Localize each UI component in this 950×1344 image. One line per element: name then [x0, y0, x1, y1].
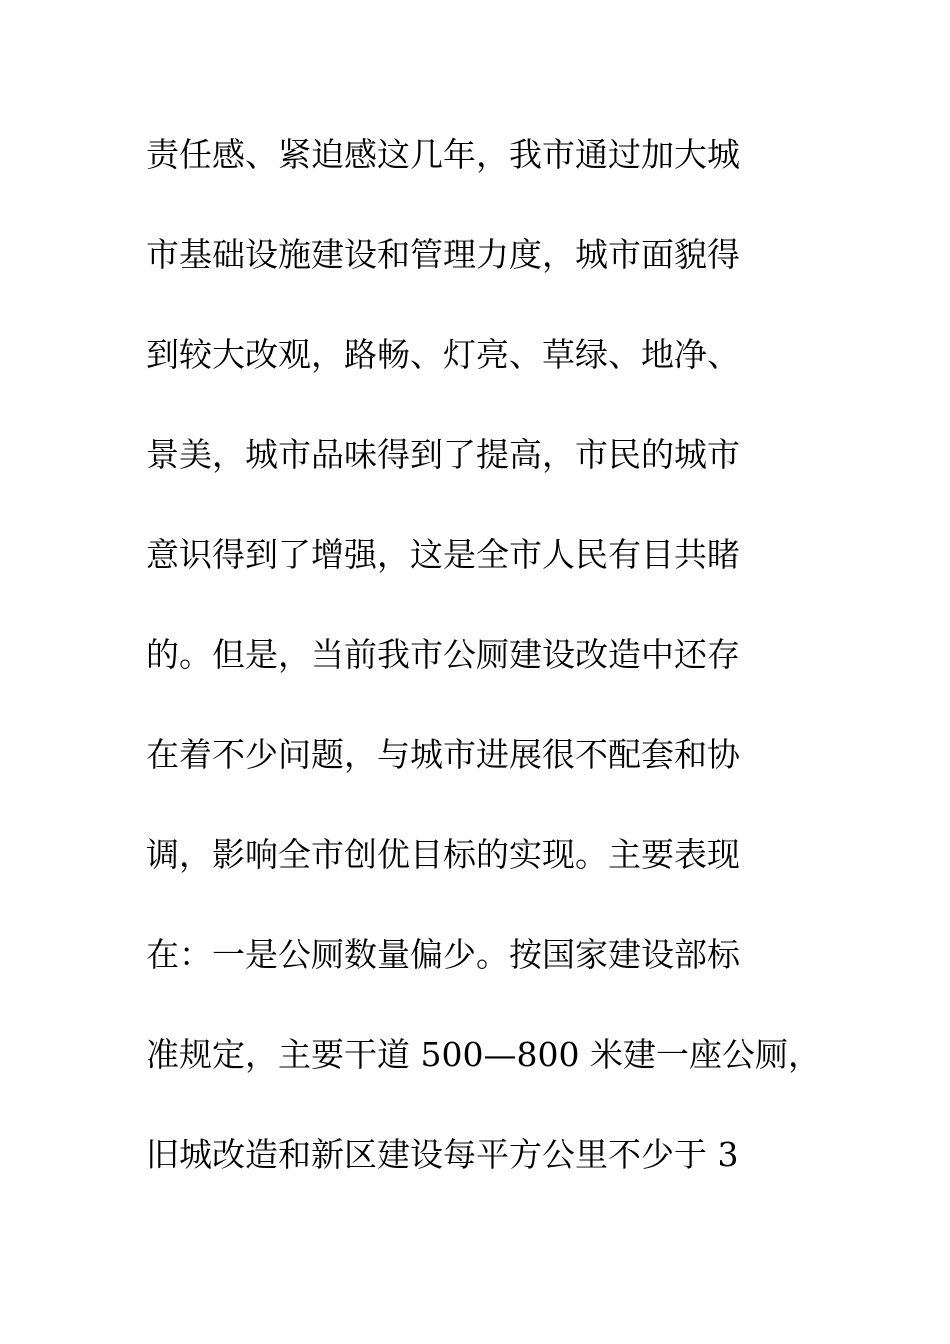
text-line: 景美，城市品味得到了提高，市民的城市 — [146, 435, 740, 474]
text-line: 责任感、紧迫感这几年，我市通过加大城 — [146, 135, 740, 174]
text-line: 到较大改观，路畅、灯亮、草绿、地净、 — [146, 335, 740, 374]
text-line: 旧城改造和新区建设每平方公里不少于 3 — [146, 1135, 739, 1174]
text-line: 准规定，主要干道 500—800 米建一座公厕， — [146, 1035, 821, 1074]
text-line: 市基础设施建设和管理力度，城市面貌得 — [146, 235, 740, 274]
text-line: 在着不少问题，与城市进展很不配套和协 — [146, 735, 740, 774]
body-text — [146, 126, 826, 1226]
text-line: 的。但是，当前我市公厕建设改造中还存 — [146, 635, 740, 674]
text-line: 调，影响全市创优目标的实现。主要表现 — [146, 835, 740, 874]
text-line: 意识得到了增强，这是全市人民有目共睹 — [146, 535, 740, 574]
text-line: 在：一是公厕数量偏少。按国家建设部标 — [146, 935, 740, 974]
